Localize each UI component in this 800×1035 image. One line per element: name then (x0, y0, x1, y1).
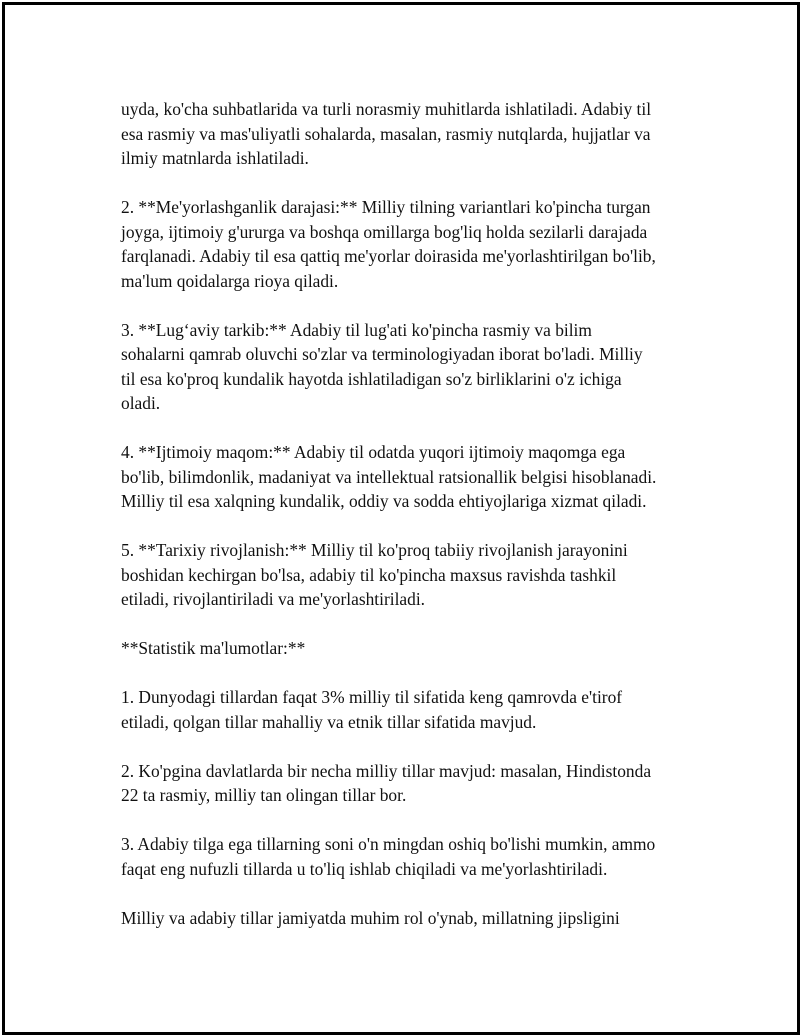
statistic-item-1: 1. Dunyodagi tillardan faqat 3% milliy til sifatida keng qamrovda e'tirof etiladi, qolgan tillar mahalliy va etnik tillar sifatida mavjud. (121, 687, 623, 732)
paragraph-intro-continuation: uyda, ko'cha suhbatlarida va turli norasmiy muhitlarda ishlatiladi. Adabiy til esa rasmiy va mas'uliyatli sohalarda, masalan, rasmiy nutqlarda, hujjatlar va ilmiy matnlarda ishlatiladi. (121, 99, 652, 168)
statistic-item-3: 3. Adabiy tilga ega tillarning soni o'n mingdan oshiq bo'lishi mumkin, ammo faqat eng nufuzli tillarda u to'liq ishlab chiqiladi va me'yorlashtiriladi. (121, 834, 656, 879)
paragraph-historical-development: 5. **Tarixiy rivojlanish:** Milliy til ko'proq tabiiy rivojlanish jarayonini boshidan kechirgan bo'lsa, adabiy til ko'pincha maxsus ravishda tashkil etiladi, rivojlantiriladi va me'yorlashtiriladi. (121, 540, 628, 609)
paragraph-social-status: 4. **Ijtimoiy maqom:** Adabiy til odatda yuqori ijtimoiy maqomga ega bo'lib, bilimdonlik, madaniyat va intellektual ratsionallik belgisi hisoblanadi. Milliy til esa xalqning kundalik, oddiy va sodda ehtiyojlariga xizmat qiladi. (121, 442, 657, 511)
statistics-heading: **Statistik ma'lumotlar:** (121, 638, 306, 658)
paragraph-conclusion: Milliy va adabiy tillar jamiyatda muhim rol o'ynab, millatning jipsligini (121, 907, 620, 928)
page-frame (2, 2, 800, 1035)
paragraph-normativity: 2. **Me'yorlashganlik darajasi:** Milliy tilning variantlari ko'pincha turgan joyga, ijtimoiy g'ururga va boshqa omillarga bog'liq holda sezilarli darajada farqlanadi. Adabiy til esa qattiq me'yorlar doirasida me'yorlashtirilgan bo'lib, ma'lum qoidalarga rioya qiladi. (121, 197, 656, 291)
paragraph-lexical-composition: 3. **Lug‘aviy tarkib:** Adabiy til lug'ati ko'pincha rasmiy va bilim sohalarni qamrab oluvchi so'zlar va terminologiyadan iborat bo'ladi. Milliy til esa ko'proq kundalik hayotda ishlatiladigan so'z birliklarini o'z ichiga oladi. (121, 319, 643, 413)
document-body (121, 97, 693, 955)
statistic-item-2: 2. Ko'pgina davlatlarda bir necha milliy tillar mavjud: masalan, Hindistonda 22 ta rasmiy, milliy tan olingan tillar bor. (121, 760, 652, 805)
